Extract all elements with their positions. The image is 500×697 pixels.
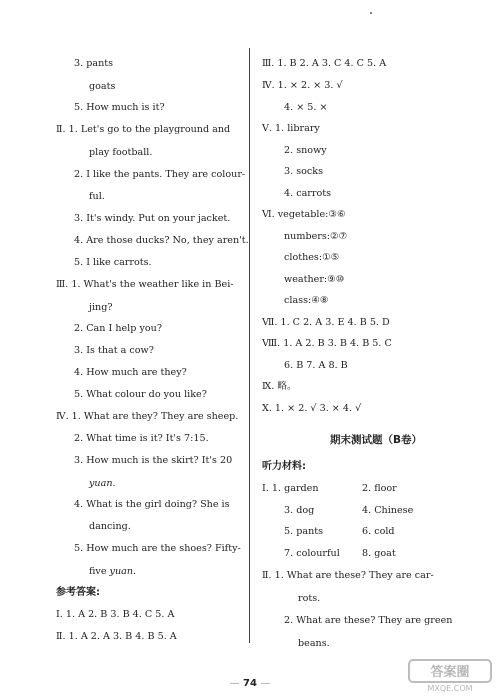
- text-part: .: [133, 566, 137, 577]
- answer-line: 4. Are those ducks? No, they aren't.: [74, 235, 249, 246]
- page-dash: —: [260, 678, 271, 689]
- section-line: Ⅳ. 1. × 2. × 3. √: [262, 80, 343, 91]
- answer-line: 3. socks: [284, 166, 324, 177]
- section-line: Ⅳ. 1. What are they? They are sheep.: [56, 411, 239, 422]
- answer-line: 4. How much are they?: [74, 367, 187, 378]
- section-line: Ⅲ. 1. What's the weather like in Bei-: [56, 279, 234, 290]
- page-number: 74: [243, 678, 257, 689]
- answer-line: clothes:①⑤: [284, 252, 340, 263]
- answer-line: class:④⑧: [284, 295, 329, 306]
- answer-line: play football.: [89, 147, 153, 158]
- reference-answers-heading: 参考答案:: [56, 587, 100, 598]
- section-line: Ⅷ. 1. A 2. B 3. B 4. B 5. C: [262, 338, 392, 349]
- section-line: Ⅶ. 1. C 2. A 3. E 4. B 5. D: [262, 317, 390, 328]
- page-dash: —: [229, 678, 240, 689]
- section-line: Ⅴ. 1. library: [262, 123, 320, 134]
- answer-line: 2. I like the pants. They are colour-: [74, 169, 246, 180]
- section-line: Ⅱ. 1. A 2. A 3. B 4. B 5. A: [56, 631, 177, 642]
- answer-line: 2. What are these? They are green: [284, 615, 453, 626]
- answer-item: 7. colourful: [284, 548, 340, 559]
- answer-line: 5. How much is it?: [74, 102, 165, 113]
- section-line: Ⅵ. vegetable:③⑥: [262, 209, 346, 220]
- column-divider: [249, 48, 250, 643]
- answer-line: 4. × 5. ×: [284, 102, 328, 113]
- answer-line: [89, 566, 136, 578]
- answer-line: 5. How much are the shoes? Fifty-: [74, 543, 241, 554]
- print-mark: [370, 12, 372, 14]
- answer-line: 2. Can I help you?: [74, 323, 162, 334]
- answer-line: 2. snowy: [284, 145, 327, 156]
- answer-line: ful.: [89, 191, 105, 202]
- answer-line: rots.: [298, 593, 321, 604]
- section-line: Ⅸ. 略。: [262, 381, 297, 392]
- text-part: yuan: [109, 566, 134, 577]
- svg-text:答案圈: 答案圈: [430, 665, 470, 680]
- answer-line: 6. B 7. A 8. B: [284, 360, 348, 371]
- answer-line: dancing.: [89, 521, 131, 532]
- section-line: Ⅱ. 1. Let's go to the playground and: [56, 124, 231, 135]
- section-line: Ⅲ. 1. B 2. A 3. C 4. C 5. A: [262, 58, 387, 69]
- answer-item: 6. cold: [362, 526, 395, 537]
- answer-line: weather:⑨⑩: [284, 274, 345, 285]
- answer-line: 5. I like carrots.: [74, 257, 152, 268]
- answer-item: 2. floor: [362, 483, 397, 494]
- svg-text:MXQE.COM: MXQE.COM: [427, 684, 473, 693]
- answer-item: 3. dog: [284, 505, 315, 516]
- answer-line: 3. How much is the skirt? It's 20: [74, 455, 233, 466]
- section-line: Ⅰ. 1. garden: [262, 483, 319, 494]
- answer-line: goats: [89, 81, 116, 92]
- text-part: five: [89, 566, 110, 577]
- answer-line: 3. Is that a cow?: [74, 345, 154, 356]
- answer-line: numbers:②⑦: [284, 231, 348, 242]
- answer-line: 3. It's windy. Put on your jacket.: [74, 213, 231, 224]
- answer-item: 4. Chinese: [362, 505, 414, 516]
- answer-item: 5. pants: [284, 526, 324, 537]
- answer-line: 5. What colour do you like?: [74, 389, 207, 400]
- watermark-logo: [408, 659, 492, 693]
- answer-line: 3. pants: [74, 58, 114, 69]
- listening-material-heading: 听力材料:: [262, 461, 306, 472]
- section-line: Ⅹ. 1. × 2. √ 3. × 4. √: [262, 403, 362, 414]
- answer-line: 4. What is the girl doing? She is: [74, 499, 230, 510]
- answer-item: 8. goat: [362, 548, 396, 559]
- section-line: Ⅱ. 1. What are these? They are car-: [262, 570, 434, 581]
- answer-line: 4. carrots: [284, 188, 332, 199]
- answer-line: jing?: [89, 302, 113, 313]
- test-title: 期末测试题（B卷）: [329, 434, 422, 446]
- answer-line: beans.: [298, 638, 330, 649]
- answer-line: 2. What time is it? It's 7:15.: [74, 433, 209, 444]
- answer-line: yuan.: [89, 478, 116, 489]
- section-line: Ⅰ. 1. A 2. B 3. B 4. C 5. A: [56, 609, 175, 620]
